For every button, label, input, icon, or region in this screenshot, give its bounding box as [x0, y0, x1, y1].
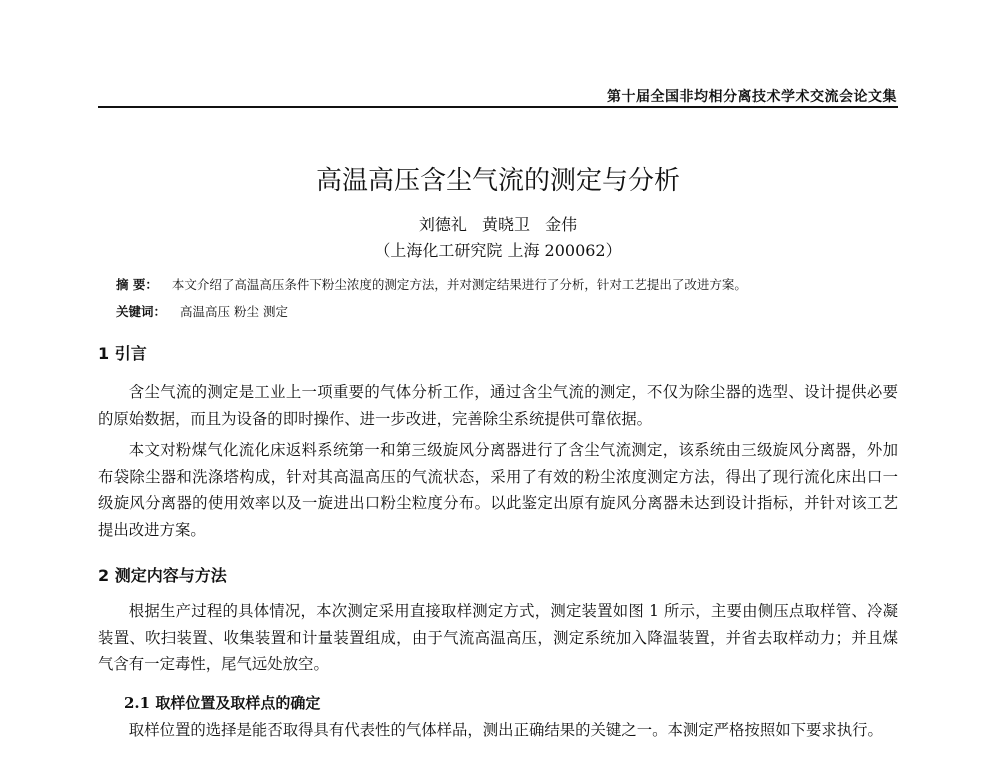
abstract-label: 摘 要：: [116, 277, 158, 292]
paragraph: 取样位置的选择是能否取得具有代表性的气体样品，测出正确结果的关键之一。本测定严格按照如下要求执行。: [128, 721, 883, 739]
keywords-label: 关键词：: [116, 304, 167, 319]
abstract: [116, 275, 747, 293]
running-head: 第十届全国非均相分离技术学术交流会论文集: [607, 89, 897, 105]
paper-title: 高温高压含尘气流的测定与分析: [315, 166, 680, 196]
paragraph: 本文对粉煤气化流化床返料系统第一和第三级旋风分离器进行了含尘气流测定，该系统由三级旋风分离器，外加布袋除尘器和洗涤塔构成，针对其高温高压的气流状态，采用了有效的粉尘浓度测定方法，得出了现行流化床出口一级旋风分离器的使用效率以及一旋进出口粉尘粒度分布。以此鉴定出原有旋风分离器未达到设计指标，并针对该工艺提出改进方案。: [98, 441, 898, 539]
section-heading-introduction: 1 引言: [98, 344, 147, 363]
authors: 刘德礼 黄晓卫 金伟: [418, 215, 578, 234]
subsection-heading-sampling: 2.1 取样位置及取样点的确定: [124, 694, 321, 712]
header-rule: [98, 106, 898, 108]
keywords-text: 高温高压 粉尘 测定: [180, 304, 288, 319]
affiliation: （上海化工研究院 上海 200062）: [374, 241, 622, 260]
paragraph: 含尘气流的测定是工业上一项重要的气体分析工作，通过含尘气流的测定，不仅为除尘器的选型、设计提供必要的原始数据，而且为设备的即时操作、进一步改进，完善除尘系统提供可靠依据。: [98, 383, 898, 428]
section-heading-methods: 2 测定内容与方法: [98, 566, 227, 585]
paragraph: 根据生产过程的具体情况，本次测定采用直接取样测定方式，测定装置如图 1 所示，主要由侧压点取样管、冷凝装置、吹扫装置、收集装置和计量装置组成，由于气流高温高压，测定系统加入降温装置，并省去取样动力；并且煤气含有一定毒性，尾气远处放空。: [98, 602, 898, 673]
abstract-text: 本文介绍了高温高压条件下粉尘浓度的测定方法，并对测定结果进行了分析，针对工艺提出了改进方案。: [171, 277, 747, 292]
keywords: [116, 302, 288, 320]
